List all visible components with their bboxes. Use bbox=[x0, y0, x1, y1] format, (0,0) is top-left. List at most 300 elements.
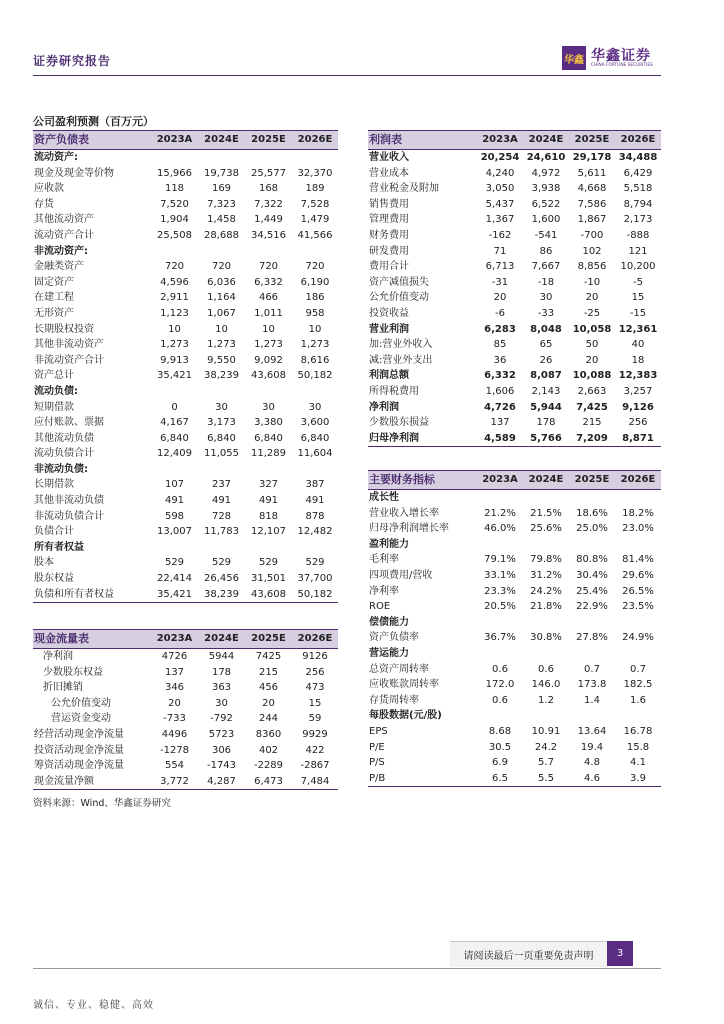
cell-value: 34,488 bbox=[618, 152, 658, 163]
row-label: 存货 bbox=[34, 198, 54, 210]
cell-value: 363 bbox=[211, 682, 232, 694]
row-label: 经营活动现金净流量 bbox=[34, 728, 124, 740]
column-header: 2024E bbox=[198, 630, 245, 649]
cell-value bbox=[292, 462, 338, 478]
cell-value: 36.7% bbox=[484, 632, 516, 644]
column-header: 2025E bbox=[245, 630, 292, 649]
section-row bbox=[33, 540, 338, 556]
logo-name-cn: 华鑫证券 bbox=[591, 48, 651, 64]
cell-value: 4,972 bbox=[531, 167, 561, 179]
cell-value bbox=[151, 384, 198, 400]
cell-value: 20,254 bbox=[480, 152, 520, 163]
table-row bbox=[368, 724, 661, 740]
column-header: 2025E bbox=[245, 131, 292, 150]
cell-value: 7,528 bbox=[300, 198, 330, 210]
row-label: ROE bbox=[369, 601, 391, 613]
cell-value: 22.9% bbox=[576, 601, 608, 613]
cell-value: 20 bbox=[585, 354, 599, 366]
cell-value: 10 bbox=[308, 323, 322, 335]
cell-value: 9929 bbox=[302, 728, 328, 740]
cell-value: 36 bbox=[493, 354, 507, 366]
cell-value: -33 bbox=[537, 307, 555, 319]
column-header: 2023A bbox=[151, 630, 198, 649]
table-row bbox=[368, 259, 661, 275]
column-header: 2024E bbox=[523, 131, 569, 150]
section-row bbox=[33, 244, 338, 260]
cell-value: 15 bbox=[631, 292, 645, 304]
table-row bbox=[33, 571, 338, 587]
row-label: 营业收入 bbox=[369, 152, 409, 163]
cell-value: 4726 bbox=[161, 651, 188, 662]
cell-value: 1,273 bbox=[254, 339, 283, 351]
row-label: 股东权益 bbox=[34, 573, 74, 585]
table-row bbox=[33, 197, 338, 213]
cell-value bbox=[151, 150, 198, 166]
cell-value: 11,783 bbox=[204, 526, 239, 538]
cell-value: 491 bbox=[258, 495, 279, 507]
table-row bbox=[33, 743, 338, 759]
cell-value: 8,087 bbox=[530, 370, 562, 382]
cell-value: 30 bbox=[308, 401, 322, 413]
cell-value: 26,456 bbox=[204, 573, 239, 585]
cell-value: 189 bbox=[305, 183, 325, 195]
page-number: 3 bbox=[607, 941, 633, 966]
row-label: 非流动资产合计 bbox=[34, 354, 104, 366]
cell-value bbox=[292, 244, 338, 260]
report-header-title: 证券研究报告 bbox=[33, 54, 112, 68]
row-label: 股本 bbox=[34, 557, 54, 569]
row-label: 营运资金变动 bbox=[51, 713, 111, 725]
cell-value: 6,036 bbox=[207, 276, 236, 288]
row-label: 盈利能力 bbox=[369, 538, 409, 550]
cell-value: 1,123 bbox=[160, 307, 189, 319]
cell-value: 1,867 bbox=[577, 214, 607, 226]
cell-value bbox=[523, 708, 569, 724]
cell-value: 30 bbox=[215, 697, 228, 709]
cell-value: -162 bbox=[488, 229, 512, 241]
row-label: 在建工程 bbox=[34, 292, 74, 304]
cell-value: 3,173 bbox=[207, 417, 236, 429]
row-label: 营业收入增长率 bbox=[369, 507, 439, 519]
cell-value: 10,200 bbox=[620, 261, 656, 273]
cell-value: -31 bbox=[491, 276, 509, 288]
footer-divider bbox=[33, 968, 661, 969]
column-header: 2024E bbox=[198, 131, 245, 150]
row-label: 非流动资产: bbox=[34, 245, 88, 257]
cell-value: 3.9 bbox=[615, 771, 661, 787]
cell-value: 20 bbox=[585, 292, 599, 304]
cell-value bbox=[523, 615, 569, 631]
row-label: 短期借款 bbox=[34, 401, 74, 413]
cell-value: 21.8% bbox=[530, 601, 562, 613]
cell-value: 7,209 bbox=[569, 431, 615, 447]
cell-value: 25,508 bbox=[157, 229, 192, 241]
cell-value: 4,596 bbox=[160, 276, 189, 288]
table-row bbox=[368, 662, 661, 678]
row-label: 流动资产: bbox=[34, 152, 78, 163]
cell-value: 1.4 bbox=[584, 694, 600, 706]
cell-value bbox=[569, 708, 615, 724]
table-row bbox=[368, 275, 661, 291]
cell-value: 81.4% bbox=[622, 554, 654, 566]
row-label: 长期借款 bbox=[34, 479, 74, 491]
cell-value: 7,484 bbox=[292, 774, 338, 790]
row-label: 利润总额 bbox=[369, 370, 409, 382]
cell-value: 529 bbox=[211, 557, 232, 569]
table-row bbox=[33, 368, 338, 384]
cell-value: 168 bbox=[258, 183, 279, 195]
row-label: 公允价值变动 bbox=[51, 697, 111, 709]
cell-value: 85 bbox=[493, 339, 507, 351]
cell-value: 38,239 bbox=[198, 587, 245, 603]
cell-value: 29,178 bbox=[572, 152, 612, 163]
table-row bbox=[368, 166, 661, 182]
row-label: 净利润 bbox=[43, 651, 73, 662]
cell-value: 256 bbox=[305, 666, 325, 678]
cell-value: 121 bbox=[628, 245, 648, 257]
table-header-row bbox=[33, 630, 338, 649]
table-row bbox=[33, 509, 338, 525]
cell-value: 18 bbox=[631, 354, 645, 366]
cell-value: 50 bbox=[585, 339, 599, 351]
logo-name-en: CHINA FORTUNE SECURITIES bbox=[591, 63, 653, 68]
cell-value: 554 bbox=[164, 760, 185, 772]
row-label: 其他非流动负债 bbox=[34, 495, 104, 507]
cell-value: 237 bbox=[211, 479, 232, 491]
cell-value: 10,088 bbox=[572, 370, 612, 382]
cell-value bbox=[615, 490, 661, 506]
footer-slogan: 诚信、专业、稳健、高效 bbox=[33, 1000, 154, 1011]
cell-value bbox=[245, 384, 292, 400]
cell-value: -25 bbox=[583, 307, 601, 319]
cell-value: 4496 bbox=[161, 728, 188, 740]
cell-value: 1,011 bbox=[254, 307, 283, 319]
cell-value: 4,167 bbox=[160, 417, 189, 429]
cell-value: 7,425 bbox=[576, 401, 608, 413]
cell-value bbox=[569, 615, 615, 631]
row-label: 减:营业外支出 bbox=[369, 354, 433, 366]
cell-value: 327 bbox=[258, 479, 279, 491]
cell-value: 24.2 bbox=[534, 741, 558, 753]
row-label: EPS bbox=[369, 725, 388, 737]
table-row bbox=[33, 555, 338, 571]
cell-value: 30 bbox=[539, 292, 553, 304]
cell-value: 5,766 bbox=[523, 431, 569, 447]
cell-value: 80.8% bbox=[576, 554, 608, 566]
table-row bbox=[368, 384, 661, 400]
cell-value bbox=[569, 537, 615, 553]
column-header: 2026E bbox=[615, 471, 661, 490]
cell-value: 27.8% bbox=[576, 632, 608, 644]
table-row bbox=[33, 166, 338, 182]
table-row bbox=[33, 306, 338, 322]
row-label: 资产减值损失 bbox=[369, 276, 429, 288]
row-label: 营运能力 bbox=[369, 647, 409, 659]
table-row bbox=[368, 599, 661, 615]
cell-value: 256 bbox=[628, 417, 648, 429]
cell-value: 422 bbox=[305, 744, 325, 756]
cell-value: 32,370 bbox=[297, 167, 333, 179]
row-label: 其他流动资产 bbox=[34, 214, 94, 226]
table-title: 利润表 bbox=[368, 131, 477, 150]
cell-value: -700 bbox=[580, 229, 604, 241]
table-row bbox=[33, 493, 338, 509]
table-row bbox=[33, 524, 338, 540]
cell-value: 137 bbox=[164, 666, 185, 678]
row-label: P/E bbox=[369, 741, 385, 753]
cell-value bbox=[292, 540, 338, 556]
row-label: 流动资产合计 bbox=[34, 229, 94, 241]
cell-value bbox=[198, 462, 245, 478]
cell-value: 25.0% bbox=[576, 523, 608, 535]
cell-value: 10,058 bbox=[572, 323, 612, 335]
cell-value: 1,479 bbox=[300, 214, 330, 226]
cell-value: 3,257 bbox=[623, 385, 653, 397]
cell-value: 10.91 bbox=[531, 725, 561, 737]
row-label: 偿债能力 bbox=[369, 616, 409, 628]
row-label: 归母净利润增长率 bbox=[369, 523, 449, 535]
row-label: 其他流动负债 bbox=[34, 432, 94, 444]
cell-value: 23.0% bbox=[622, 523, 654, 535]
table-row bbox=[368, 212, 661, 228]
cell-value: 1,164 bbox=[207, 292, 236, 304]
cell-value: 4,240 bbox=[485, 167, 515, 179]
cell-value: 30.8% bbox=[530, 632, 562, 644]
header-divider bbox=[33, 75, 661, 76]
cell-value: 4,668 bbox=[577, 183, 607, 195]
table-header-row bbox=[368, 131, 661, 150]
cell-value: 13.64 bbox=[577, 725, 607, 737]
cell-value bbox=[615, 646, 661, 662]
cell-value: 1,273 bbox=[160, 339, 189, 351]
column-header: 2025E bbox=[569, 471, 615, 490]
table-row bbox=[368, 353, 661, 369]
cell-value: 12,383 bbox=[618, 370, 658, 382]
cell-value: 720 bbox=[258, 261, 279, 273]
column-header: 2023A bbox=[151, 131, 198, 150]
row-label: 固定资产 bbox=[34, 276, 74, 288]
cell-value: 30.4% bbox=[576, 569, 608, 581]
cell-value: 33.1% bbox=[484, 569, 516, 581]
cell-value: 23.3% bbox=[484, 585, 516, 597]
section-title: 公司盈利预测（百万元） bbox=[33, 115, 154, 128]
cell-value: 6,190 bbox=[300, 276, 330, 288]
table-row bbox=[368, 197, 661, 213]
section-row bbox=[368, 368, 661, 384]
cell-value bbox=[198, 150, 245, 166]
cell-value: 30.5 bbox=[488, 741, 512, 753]
row-label: 营业成本 bbox=[369, 167, 409, 179]
cell-value: 7,520 bbox=[160, 198, 189, 210]
table-row bbox=[33, 774, 338, 790]
table-row bbox=[368, 400, 661, 416]
cell-value: 9,550 bbox=[207, 354, 236, 366]
cell-value: 2,173 bbox=[623, 214, 653, 226]
cell-value: 79.8% bbox=[530, 554, 562, 566]
cell-value: 5.7 bbox=[538, 757, 554, 769]
cell-value: 25.6% bbox=[530, 523, 562, 535]
row-label: 公允价值变动 bbox=[369, 292, 429, 304]
table-row bbox=[368, 306, 661, 322]
table-row bbox=[368, 506, 661, 522]
cell-value: 5944 bbox=[208, 651, 235, 662]
cell-value: 529 bbox=[164, 557, 185, 569]
table-row bbox=[368, 584, 661, 600]
table-row bbox=[33, 400, 338, 416]
logo-mark-icon: 华鑫 bbox=[562, 46, 586, 70]
cell-value: 0.6 bbox=[492, 694, 508, 706]
cell-value: 4.8 bbox=[584, 757, 600, 769]
cell-value: 146.0 bbox=[531, 679, 561, 691]
table-row bbox=[368, 755, 661, 771]
table-row bbox=[33, 259, 338, 275]
cell-value: 173.8 bbox=[577, 679, 607, 691]
cell-value bbox=[151, 244, 198, 260]
cell-value: 3,600 bbox=[300, 417, 330, 429]
row-label: 非流动负债合计 bbox=[34, 510, 104, 522]
cell-value: 107 bbox=[164, 479, 185, 491]
row-label: 财务费用 bbox=[369, 229, 409, 241]
cell-value: 5,518 bbox=[623, 183, 653, 195]
cell-value bbox=[245, 462, 292, 478]
cell-value: 215 bbox=[582, 417, 602, 429]
cell-value: 18.6% bbox=[576, 507, 608, 519]
table-row bbox=[33, 649, 338, 665]
cell-value: 3,938 bbox=[531, 183, 561, 195]
cell-value: 10 bbox=[262, 323, 275, 335]
row-label: 管理费用 bbox=[369, 214, 409, 226]
row-label: 少数股东损益 bbox=[369, 417, 429, 429]
row-label: 净利率 bbox=[369, 585, 399, 597]
table-row bbox=[33, 337, 338, 353]
cell-value: 182.5 bbox=[623, 679, 653, 691]
cell-value bbox=[477, 615, 523, 631]
cell-value: 46.0% bbox=[484, 523, 516, 535]
cell-value: 24.9% bbox=[622, 632, 654, 644]
cell-value: 28,688 bbox=[204, 229, 239, 241]
cell-value: 0.7 bbox=[630, 663, 646, 675]
cell-value: 34,516 bbox=[251, 229, 286, 241]
cell-value: 0.6 bbox=[538, 663, 554, 675]
table-row bbox=[368, 740, 661, 756]
cell-value: 23.5% bbox=[622, 601, 654, 613]
cell-value: 728 bbox=[211, 510, 232, 522]
table-row bbox=[368, 552, 661, 568]
row-label: 应收账款周转率 bbox=[369, 679, 439, 691]
cell-value: 473 bbox=[305, 682, 325, 694]
table-row bbox=[368, 568, 661, 584]
cell-value bbox=[477, 537, 523, 553]
table-row bbox=[368, 337, 661, 353]
cell-value: 15 bbox=[308, 697, 322, 709]
column-header: 2023A bbox=[477, 471, 523, 490]
cell-value: 4,589 bbox=[477, 431, 523, 447]
table-row bbox=[368, 431, 661, 447]
cell-value: 7,323 bbox=[207, 198, 236, 210]
section-row bbox=[368, 646, 661, 662]
row-label: 加:营业外收入 bbox=[369, 339, 433, 351]
cell-value: 720 bbox=[305, 261, 325, 273]
cell-value: -15 bbox=[629, 307, 647, 319]
cell-value: 491 bbox=[211, 495, 232, 507]
cell-value: 529 bbox=[258, 557, 279, 569]
cell-value: 50,182 bbox=[297, 370, 333, 382]
cell-value bbox=[569, 646, 615, 662]
cell-value: 4,726 bbox=[484, 401, 516, 413]
cell-value: 29.6% bbox=[622, 569, 654, 581]
table-row bbox=[368, 181, 661, 197]
cell-value: 178 bbox=[211, 666, 232, 678]
cell-value: 306 bbox=[211, 744, 232, 756]
row-label: 筹资活动现金净流量 bbox=[34, 760, 124, 772]
cell-value bbox=[245, 244, 292, 260]
row-label: 投资收益 bbox=[369, 307, 409, 319]
column-header: 2025E bbox=[569, 131, 615, 150]
cell-value: 6,840 bbox=[254, 432, 283, 444]
row-label: 应付账款、票据 bbox=[34, 417, 104, 429]
table-row bbox=[368, 415, 661, 431]
table-row bbox=[33, 446, 338, 462]
table-header-row bbox=[33, 131, 338, 150]
cell-value: 19.4 bbox=[580, 741, 604, 753]
disclaimer-banner: 请阅读最后一页重要免责声明 bbox=[450, 941, 607, 967]
cell-value: 20 bbox=[262, 697, 275, 709]
cell-value bbox=[292, 384, 338, 400]
cell-value: 1,273 bbox=[207, 339, 236, 351]
cell-value: 1,273 bbox=[300, 339, 330, 351]
cell-value: 1,449 bbox=[254, 214, 283, 226]
cell-value: 5,944 bbox=[530, 401, 562, 413]
table-row bbox=[368, 228, 661, 244]
table-row bbox=[33, 290, 338, 306]
cell-value: 24.2% bbox=[530, 585, 562, 597]
cell-value: 20 bbox=[168, 697, 181, 709]
table-row bbox=[368, 693, 661, 709]
cell-value: 6,332 bbox=[254, 276, 283, 288]
cell-value: 0 bbox=[171, 401, 178, 413]
cell-value bbox=[245, 540, 292, 556]
cell-value: 8,794 bbox=[623, 198, 653, 210]
cell-value: 172.0 bbox=[485, 679, 515, 691]
table-row bbox=[33, 727, 338, 743]
row-label: 总资产周转率 bbox=[369, 663, 429, 675]
table-row bbox=[33, 353, 338, 369]
cell-value: -10 bbox=[583, 276, 601, 288]
row-label: 资产负债率 bbox=[369, 632, 419, 644]
cell-value: 6.5 bbox=[477, 771, 523, 787]
row-label: 资产总计 bbox=[34, 370, 74, 382]
cell-value: 10 bbox=[215, 323, 228, 335]
cell-value: 1,600 bbox=[531, 214, 561, 226]
cell-value: 43,608 bbox=[245, 587, 292, 603]
cell-value: 11,289 bbox=[251, 448, 286, 460]
cell-value: 21.5% bbox=[530, 507, 562, 519]
cell-value: 86 bbox=[539, 245, 553, 257]
cell-value: 958 bbox=[305, 307, 325, 319]
cell-value bbox=[198, 540, 245, 556]
cell-value: 35,421 bbox=[151, 587, 198, 603]
cell-value: 40 bbox=[631, 339, 645, 351]
row-label: 非流动负债: bbox=[34, 463, 88, 475]
table-row bbox=[33, 680, 338, 696]
cell-value: 529 bbox=[305, 557, 325, 569]
row-label: 每股数据(元/股) bbox=[369, 710, 442, 722]
cell-value: 0.7 bbox=[584, 663, 600, 675]
cell-value: 26 bbox=[539, 354, 553, 366]
cell-value: 8,616 bbox=[300, 354, 330, 366]
cell-value: 24,610 bbox=[526, 152, 566, 163]
cell-value: 25.4% bbox=[576, 585, 608, 597]
